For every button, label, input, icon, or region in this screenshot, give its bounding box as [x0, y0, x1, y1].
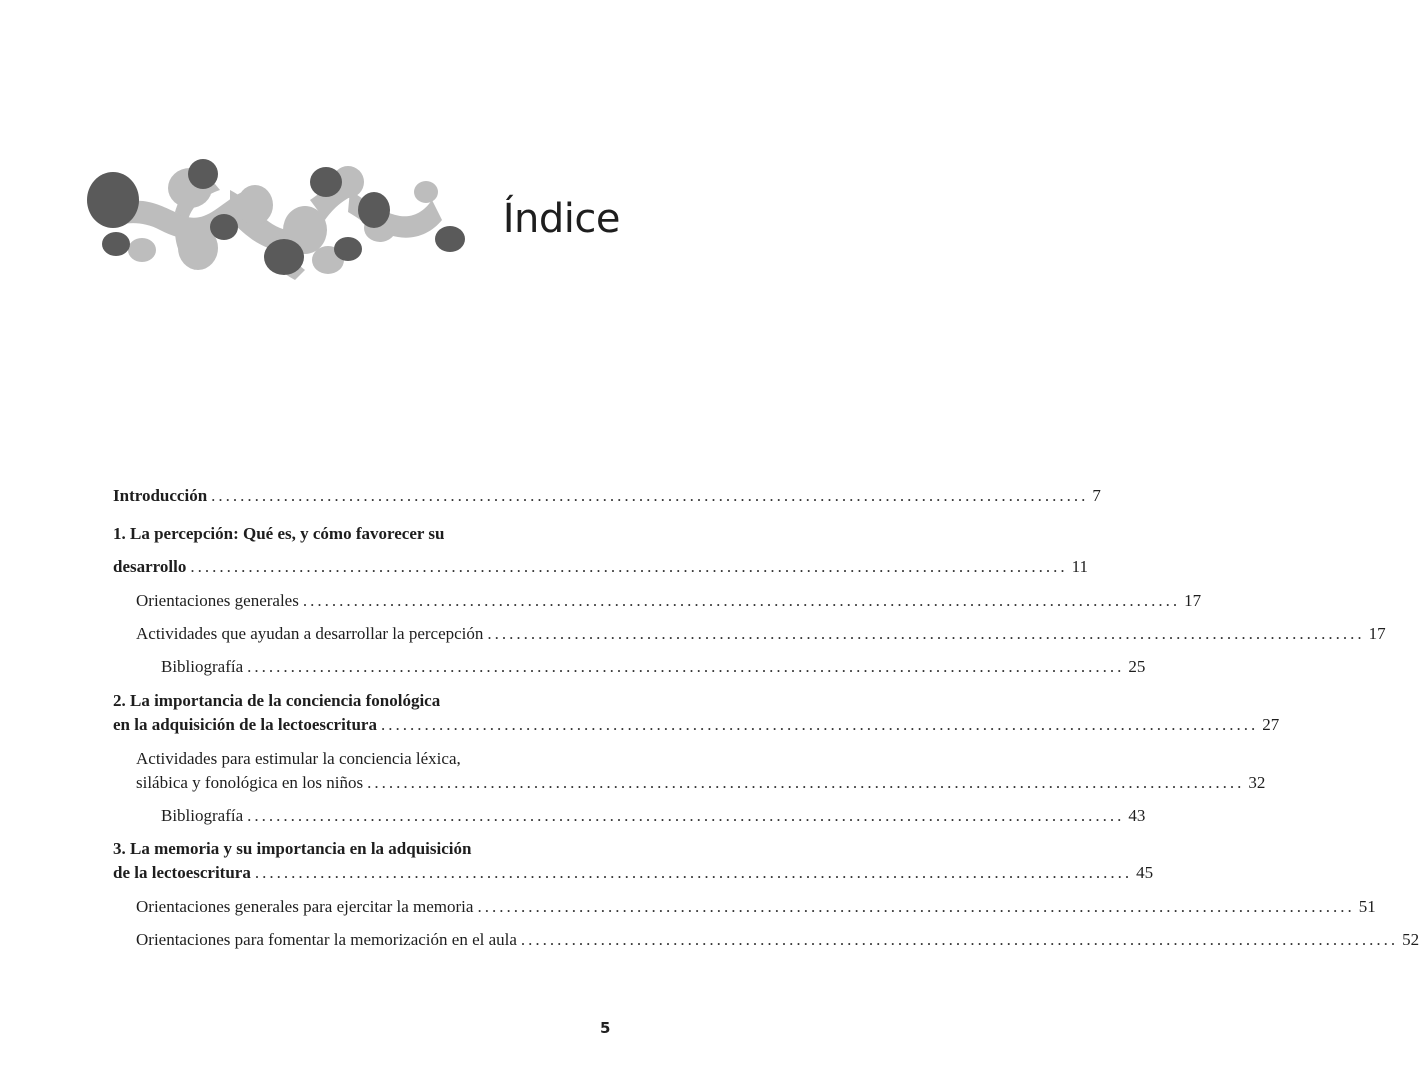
- toc-entry-title: Orientaciones generales: [136, 591, 299, 610]
- dot-leader: .........................................................................................................................: [254, 863, 1133, 882]
- page-title: Índice: [502, 196, 620, 242]
- toc-section-actividades-line1[interactable]: Actividades para estimular la conciencia léxica,: [136, 749, 461, 768]
- toc-entry-title: de la lectoescritura: [113, 863, 251, 882]
- toc-page-number: 45: [1136, 863, 1154, 882]
- toc-entry-title: desarrollo: [113, 557, 187, 576]
- toc-entry-chapter-1[interactable]: [113, 557, 1088, 581]
- toc-page-number: 51: [1358, 897, 1376, 916]
- toc-page-number: 17: [1184, 591, 1202, 610]
- dot-leader: .........................................................................................................................: [247, 657, 1125, 676]
- toc-entry-bibliografia-2[interactable]: [161, 806, 1146, 830]
- dot-leader: .........................................................................................................................: [380, 715, 1259, 734]
- dot-leader: .........................................................................................................................: [190, 557, 1068, 576]
- toc-entry-title: Orientaciones para fomentar la memorización en el aula: [136, 930, 517, 949]
- toc-entry-title: Orientaciones generales para ejercitar la memoria: [136, 897, 474, 916]
- dot-leader: .........................................................................................................................: [520, 930, 1399, 949]
- toc-page-number: 52: [1402, 930, 1419, 949]
- toc-page-number: 32: [1248, 773, 1266, 792]
- toc-entry-title: Introducción: [113, 486, 208, 505]
- toc-page-number: 27: [1262, 715, 1280, 734]
- dot-leader: .........................................................................................................................: [367, 773, 1245, 792]
- toc-entry-orientaciones-memoria[interactable]: [136, 897, 1376, 921]
- toc-entry-actividades-conciencia[interactable]: [136, 773, 1266, 797]
- toc-page-number: 25: [1128, 657, 1146, 676]
- toc-page-number: 11: [1071, 557, 1088, 576]
- dot-leader: .........................................................................................................................: [211, 486, 1089, 505]
- toc-entry-orientaciones-generales[interactable]: [136, 591, 1202, 615]
- toc-entry-title: Bibliografía: [161, 657, 244, 676]
- toc-page-number: 7: [1092, 486, 1101, 505]
- toc-entry-orientaciones-memorizacion[interactable]: [136, 930, 1419, 954]
- toc-page-number: 17: [1368, 624, 1386, 643]
- toc-page-number: 43: [1128, 806, 1146, 825]
- toc-entry-introduccion[interactable]: [113, 486, 1101, 510]
- toc-entry-title: Actividades que ayudan a desarrollar la percepción: [136, 624, 484, 643]
- toc-chapter-3-title-line1[interactable]: 3. La memoria y su importancia en la adquisición: [113, 839, 472, 858]
- toc-entry-title: Bibliografía: [161, 806, 244, 825]
- page-number: 5: [600, 1019, 611, 1037]
- dot-leader: .........................................................................................................................: [477, 897, 1355, 916]
- toc-entry-title: silábica y fonológica en los niños: [136, 773, 364, 792]
- toc-chapter-2-title-line1[interactable]: 2. La importancia de la conciencia fonológica: [113, 691, 441, 710]
- dot-leader: .........................................................................................................................: [302, 591, 1181, 610]
- toc-chapter-1-title-line1[interactable]: 1. La percepción: Qué es, y cómo favorecer su: [113, 524, 445, 543]
- toc-entry-chapter-2[interactable]: [113, 715, 1280, 739]
- toc-entry-chapter-3[interactable]: [113, 863, 1154, 887]
- dot-leader: .........................................................................................................................: [487, 624, 1365, 643]
- toc-entry-actividades-percepcion[interactable]: [136, 624, 1386, 648]
- decorative-blobs-illustration: [80, 150, 470, 285]
- toc-entry-bibliografia-1[interactable]: [161, 657, 1146, 681]
- dot-leader: .........................................................................................................................: [247, 806, 1125, 825]
- toc-entry-title: en la adquisición de la lectoescritura: [113, 715, 377, 734]
